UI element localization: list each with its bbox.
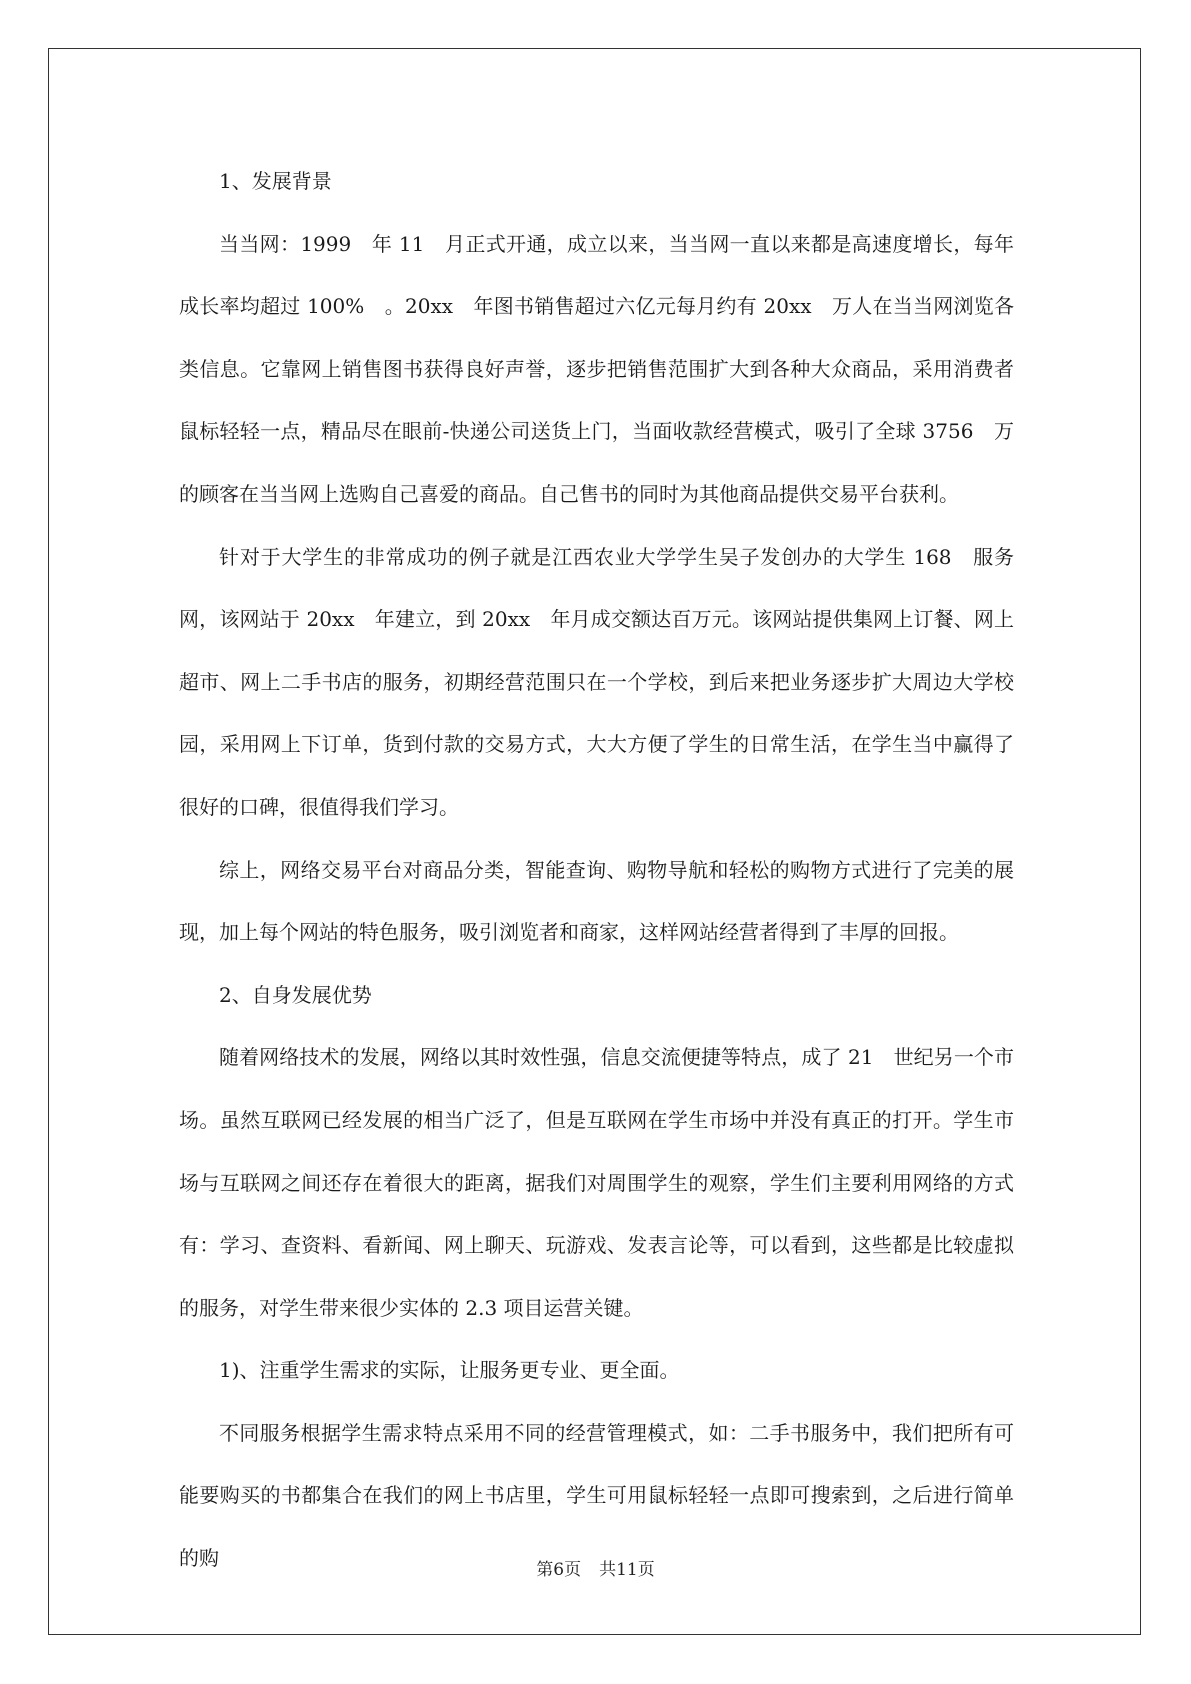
page-number-total: 共11页 [599, 1560, 655, 1580]
section-heading-development-background: 1、发展背景 [219, 169, 332, 193]
document-body [179, 150, 1014, 1590]
page-number-current: 第6页 [536, 1560, 582, 1580]
paragraph-summary: 综上，网络交易平台对商品分类，智能查询、购物导航和轻松的购物方式进行了完美的展现，加上每个网站的特色服务，吸引浏览者和商家，这样网站经营者得到了丰厚的回报。 [179, 857, 1014, 945]
paragraph-different-services: 不同服务根据学生需求特点采用不同的经营管理模式，如：二手书服务中，我们把所有可能要购买的书都集合在我们的网上书店里，学生可用鼠标轻轻一点即可搜索到，之后进行简单的购 [179, 1420, 1014, 1571]
paragraph-student-168-service: 针对于大学生的非常成功的例子就是江西农业大学学生吴子发创办的大学生 168 服务网，该网站于 20xx 年建立，到 20xx 年月成交额达百万元。该网站提供集网上订餐、网上超市、网上二手书店的服务，初期经营范围只在一个学校，到后来把业务逐步扩大周边大学校园，采用网上下订单，货到付款的交易方式，大大方便了学生的日常生活，在学生当中赢得了很好的口碑，很值得我们学习。 [179, 544, 1014, 819]
paragraph-dangdang: 当当网：1999 年 11 月正式开通，成立以来，当当网一直以来都是高速度增长，每年成长率均超过 100% 。20xx 年图书销售超过六亿元每月约有 20xx 万人在当当网浏览各类信息。它靠网上销售图书获得良好声誉，逐步把销售范围扩大到各种大众商品，采用消费者鼠标轻轻一点，精品尽在眼前-快递公司送货上门，当面收款经营模式，吸引了全球 3756 万的顾客在当当网上选购自己喜爱的商品。自己售书的同时为其他商品提供交易平台获利。 [179, 231, 1014, 506]
page-footer [0, 1555, 1191, 1580]
section-heading-self-advantages: 2、自身发展优势 [219, 982, 372, 1007]
paragraph-network-development: 随着网络技术的发展，网络以其时效性强，信息交流便捷等特点，成了 21 世纪另一个市场。虽然互联网已经发展的相当广泛了，但是互联网在学生市场中并没有真正的打开。学生市场与互联网之间还存在着很大的距离，据我们对周围学生的观察，学生们主要利用网络的方式有：学习、查资料、看新闻、网上聊天、玩游戏、发表言论等，可以看到，这些都是比较虚拟的服务，对学生带来很少实体的 2.3 项目运营关键。 [179, 1045, 1014, 1320]
paragraph-point-1: 1)、注重学生需求的实际，让服务更专业、更全面。 [219, 1358, 680, 1383]
